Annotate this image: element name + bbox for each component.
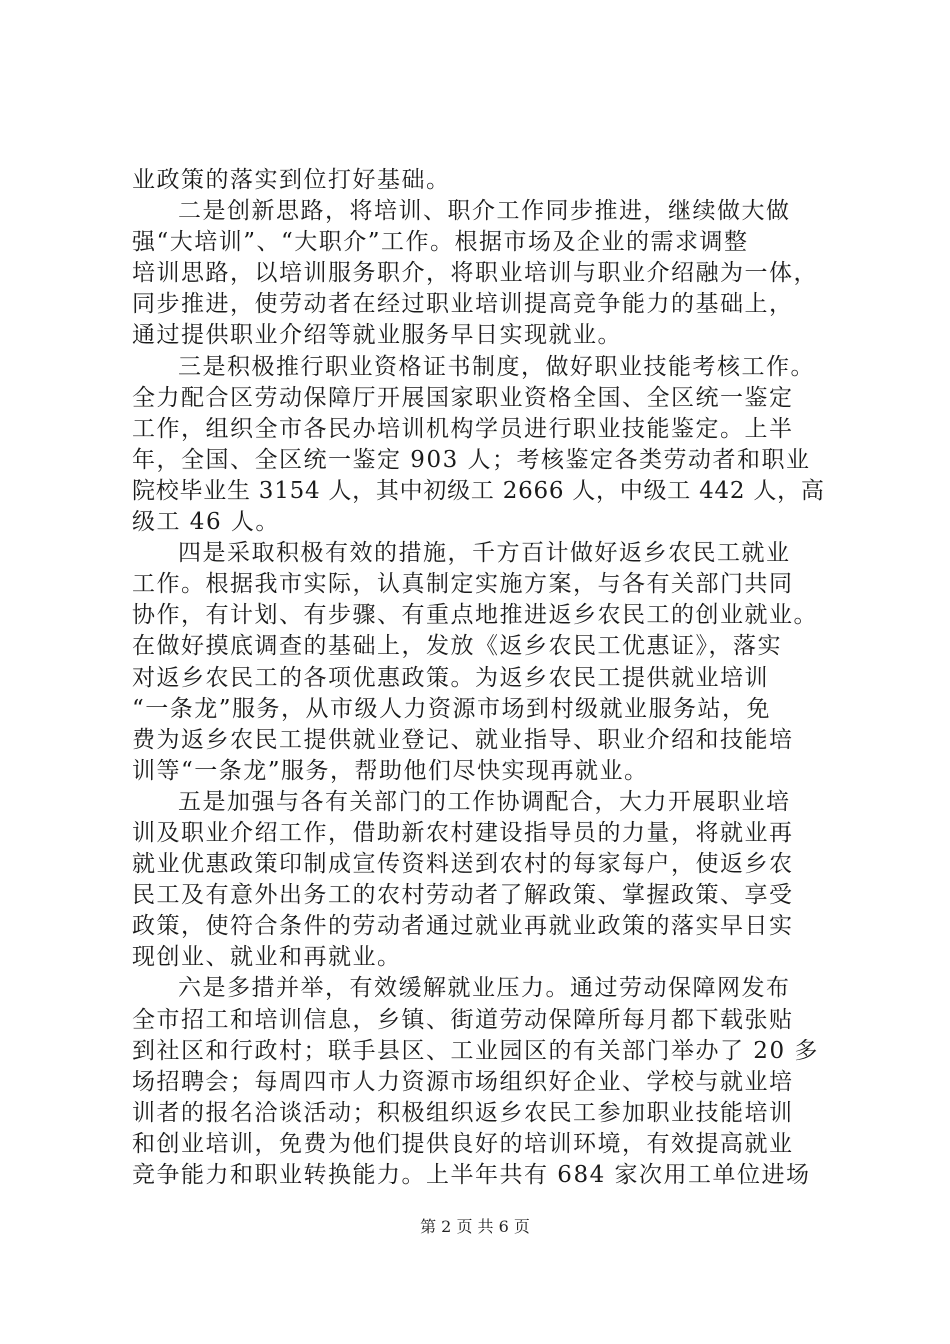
text-line: 级工 46 人。 (132, 509, 280, 536)
text-line: 对返乡农民工的各项优惠政策。为返乡农民工提供就业培训 (132, 664, 769, 691)
text-line: 工作，组织全市各民办培训机构学员进行职业技能鉴定。上半 (132, 415, 794, 442)
text-line: 现创业、就业和再就业。 (132, 944, 402, 971)
text-line: 训等“一条龙”服务，帮助他们尽快实现再就业。 (132, 757, 649, 784)
text-line: 年，全国、全区统一鉴定 903 人；考核鉴定各类劳动者和职业 (132, 446, 811, 473)
paragraph-start: 二是创新思路，将培训、职介工作同步推进，继续做大做 (178, 198, 791, 225)
text-line: 竞争能力和职业转换能力。上半年共有 684 家次用工单位进场 (132, 1162, 811, 1188)
text-line: 强“大培训”、“大职介”工作。根据市场及企业的需求调整 (132, 229, 749, 256)
text-line: 政策，使符合条件的劳动者通过就业再就业政策的落实早日实 (132, 913, 794, 940)
text-line: 民工及有意外出务工的农村劳动者了解政策、掌握政策、享受 (132, 882, 794, 909)
text-line: 院校毕业生 3154 人，其中初级工 2666 人，中级工 442 人，高 (132, 477, 825, 504)
paragraph-start: 四是采取积极有效的措施，千方百计做好返乡农民工就业 (178, 540, 791, 567)
body-text (132, 165, 832, 1191)
text-line: 在做好摸底调查的基础上，发放《返乡农民工优惠证》，落实 (132, 633, 782, 660)
text-line: 通过提供职业介绍等就业服务早日实现就业。 (132, 322, 622, 349)
text-line: 到社区和行政村；联手县区、工业园区的有关部门举办了 20 多 (132, 1037, 819, 1064)
text-line: “一条龙”服务，从市级人力资源市场到村级就业服务站，免 (132, 695, 772, 722)
text-line: 业政策的落实到位打好基础。 (132, 167, 451, 193)
text-line: 费为返乡农民工提供就业登记、就业指导、职业介绍和技能培 (132, 726, 794, 753)
text-line: 训者的报名洽谈活动；积极组织返乡农民工参加职业技能培训 (132, 1099, 794, 1126)
text-line: 协作，有计划、有步骤、有重点地推进返乡农民工的创业就业。 (132, 602, 818, 629)
text-line: 和创业培训，免费为他们提供良好的培训环境，有效提高就业 (132, 1130, 794, 1157)
paragraph-start: 三是积极推行职业资格证书制度，做好职业技能考核工作。 (178, 353, 815, 380)
paragraph-start: 五是加强与各有关部门的工作协调配合，大力开展职业培 (178, 788, 791, 815)
text-line: 就业优惠政策印制成宣传资料送到农村的每家每户，使返乡农 (132, 851, 794, 878)
text-line: 场招聘会；每周四市人力资源市场组织好企业、学校与就业培 (132, 1068, 794, 1095)
text-line: 工作。根据我市实际，认真制定实施方案，与各有关部门共同 (132, 571, 794, 598)
text-line: 全市招工和培训信息，乡镇、街道劳动保障所每月都下载张贴 (132, 1006, 794, 1033)
paragraph-start: 六是多措并举，有效缓解就业压力。通过劳动保障网发布 (178, 975, 791, 1002)
page-footer: 第 2 页 共 6 页 (420, 1217, 530, 1236)
text-line: 培训思路，以培训服务职介，将职业培训与职业介绍融为一体， (132, 260, 818, 287)
text-line: 全力配合区劳动保障厅开展国家职业资格全国、全区统一鉴定 (132, 384, 794, 411)
text-line: 训及职业介绍工作，借助新农村建设指导员的力量，将就业再 (132, 819, 794, 846)
text-line: 同步推进，使劳动者在经过职业培训提高竞争能力的基础上， (132, 291, 794, 318)
